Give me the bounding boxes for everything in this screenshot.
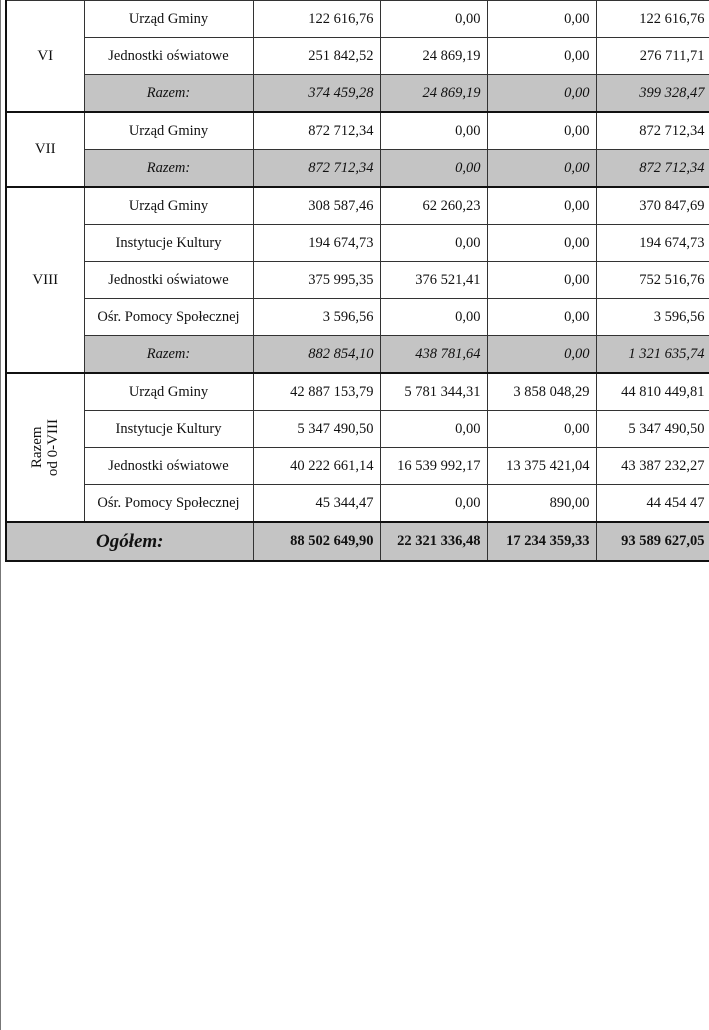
value-cell: 752 516,76	[596, 262, 709, 299]
budget-table	[5, 0, 709, 562]
value-cell: 42 887 153,79	[253, 373, 380, 411]
subtotal-value: 872 712,34	[253, 150, 380, 188]
table-row	[6, 262, 709, 299]
table-row	[6, 187, 709, 225]
grand-total-row	[6, 522, 709, 561]
value-cell: 62 260,23	[380, 187, 487, 225]
grand-total-value: 88 502 649,90	[253, 522, 380, 561]
value-cell: 0,00	[487, 38, 596, 75]
unit-name: Jednostki oświatowe	[84, 448, 253, 485]
value-cell: 0,00	[487, 411, 596, 448]
unit-name: Instytucje Kultury	[84, 225, 253, 262]
subtotal-value: 872 712,34	[596, 150, 709, 188]
value-cell: 0,00	[487, 299, 596, 336]
value-cell: 872 712,34	[596, 112, 709, 150]
value-cell: 5 347 490,50	[596, 411, 709, 448]
value-cell: 0,00	[380, 411, 487, 448]
value-cell: 194 674,73	[596, 225, 709, 262]
value-cell: 122 616,76	[253, 1, 380, 38]
value-cell: 13 375 421,04	[487, 448, 596, 485]
unit-name: Jednostki oświatowe	[84, 38, 253, 75]
subtotal-value: 1 321 635,74	[596, 336, 709, 374]
value-cell: 5 347 490,50	[253, 411, 380, 448]
table-row	[6, 225, 709, 262]
value-cell: 276 711,71	[596, 38, 709, 75]
value-cell: 3 596,56	[596, 299, 709, 336]
value-cell: 308 587,46	[253, 187, 380, 225]
value-cell: 0,00	[380, 225, 487, 262]
subtotal-value: 0,00	[380, 150, 487, 188]
value-cell: 44 454 47	[596, 485, 709, 523]
value-cell: 0,00	[380, 1, 487, 38]
unit-name: Ośr. Pomocy Społecznej	[84, 485, 253, 523]
table-row	[6, 299, 709, 336]
value-cell: 0,00	[487, 112, 596, 150]
unit-name: Urząd Gminy	[84, 112, 253, 150]
value-cell: 0,00	[487, 187, 596, 225]
section-label-total-line1: Razem	[29, 426, 46, 469]
grand-total-label: Ogółem:	[6, 522, 253, 561]
section-label-vi: VI	[6, 1, 84, 113]
table-row	[6, 112, 709, 150]
subtotal-value: 399 328,47	[596, 75, 709, 113]
unit-name: Urząd Gminy	[84, 373, 253, 411]
subtotal-value: 0,00	[487, 336, 596, 374]
subtotal-row-viii	[6, 336, 709, 374]
value-cell: 0,00	[487, 1, 596, 38]
value-cell: 194 674,73	[253, 225, 380, 262]
subtotal-label: Razem:	[84, 150, 253, 188]
page-edge	[0, 0, 1, 1030]
subtotal-label: Razem:	[84, 336, 253, 374]
subtotal-value: 374 459,28	[253, 75, 380, 113]
value-cell: 0,00	[380, 485, 487, 523]
value-cell: 0,00	[487, 225, 596, 262]
unit-name: Jednostki oświatowe	[84, 262, 253, 299]
value-cell: 24 869,19	[380, 38, 487, 75]
grand-total-value: 22 321 336,48	[380, 522, 487, 561]
table-row	[6, 411, 709, 448]
subtotal-value: 0,00	[487, 75, 596, 113]
table-row	[6, 373, 709, 411]
value-cell: 376 521,41	[380, 262, 487, 299]
value-cell: 45 344,47	[253, 485, 380, 523]
value-cell: 0,00	[487, 262, 596, 299]
section-label-vii: VII	[6, 112, 84, 187]
value-cell: 5 781 344,31	[380, 373, 487, 411]
table-row	[6, 448, 709, 485]
value-cell: 44 810 449,81	[596, 373, 709, 411]
unit-name: Ośr. Pomocy Społecznej	[84, 299, 253, 336]
subtotal-value: 24 869,19	[380, 75, 487, 113]
unit-name: Urząd Gminy	[84, 1, 253, 38]
value-cell: 890,00	[487, 485, 596, 523]
subtotal-value: 0,00	[487, 150, 596, 188]
unit-name: Urząd Gminy	[84, 187, 253, 225]
value-cell: 3 858 048,29	[487, 373, 596, 411]
subtotal-row-vii	[6, 150, 709, 188]
value-cell: 3 596,56	[253, 299, 380, 336]
value-cell: 0,00	[380, 299, 487, 336]
grand-total-value: 17 234 359,33	[487, 522, 596, 561]
unit-name: Instytucje Kultury	[84, 411, 253, 448]
value-cell: 370 847,69	[596, 187, 709, 225]
value-cell: 16 539 992,17	[380, 448, 487, 485]
table-row	[6, 38, 709, 75]
value-cell: 40 222 661,14	[253, 448, 380, 485]
subtotal-value: 882 854,10	[253, 336, 380, 374]
table-row	[6, 1, 709, 38]
value-cell: 251 842,52	[253, 38, 380, 75]
value-cell: 872 712,34	[253, 112, 380, 150]
subtotal-value: 438 781,64	[380, 336, 487, 374]
section-label-total	[6, 373, 84, 522]
table-row	[6, 485, 709, 523]
section-label-total-line2: od 0-VIII	[45, 418, 62, 477]
value-cell: 43 387 232,27	[596, 448, 709, 485]
value-cell: 375 995,35	[253, 262, 380, 299]
grand-total-value: 93 589 627,05	[596, 522, 709, 561]
subtotal-row-vi	[6, 75, 709, 113]
section-label-viii: VIII	[6, 187, 84, 373]
subtotal-label: Razem:	[84, 75, 253, 113]
value-cell: 122 616,76	[596, 1, 709, 38]
value-cell: 0,00	[380, 112, 487, 150]
